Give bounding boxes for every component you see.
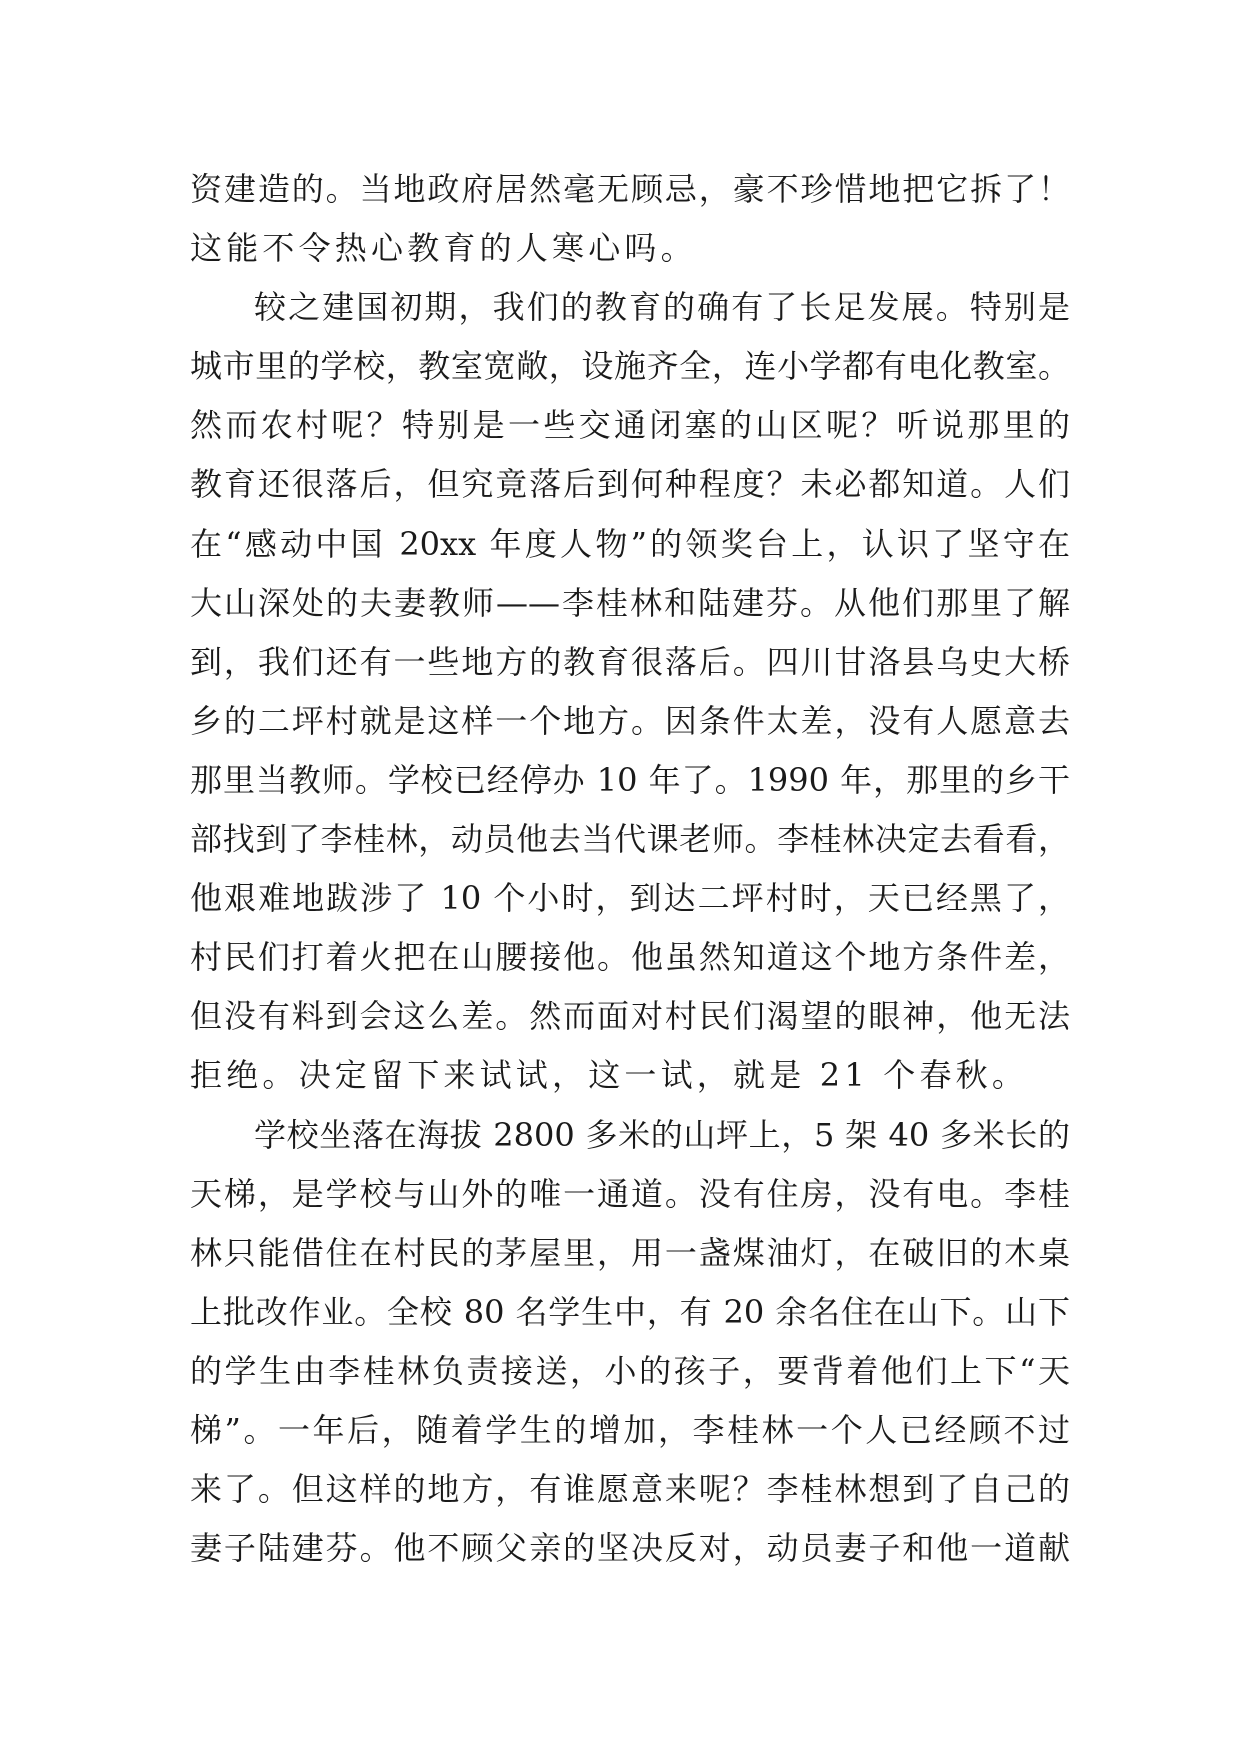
text-line: 上批改作业。全校 80 名学生中，有 20 余名住在山下。山下 — [190, 1292, 1070, 1331]
text-line: 到，我们还有一些地方的教育很落后。四川甘洛县乌史大桥 — [190, 642, 1070, 681]
text-line: 教育还很落后，但究竟落后到何种程度？未必都知道。人们 — [190, 465, 1070, 504]
text-line: 城市里的学校，教室宽敞，设施齐全，连小学都有电化教室。 — [190, 347, 1070, 386]
text-line: 来了。但这样的地方，有谁愿意来呢？李桂林想到了自己的 — [190, 1470, 1070, 1509]
text-line: 他艰难地跋涉了 10 个小时，到达二坪村时，天已经黑了， — [190, 879, 1070, 918]
paragraph-first-line: 学校坐落在海拔 2800 多米的山坪上，5 架 40 多米长的 — [254, 1115, 1070, 1154]
text-line: 妻子陆建芬。他不顾父亲的坚决反对，动员妻子和他一道献 — [190, 1529, 1070, 1568]
text-line: 资建造的。当地政府居然毫无顾忌，豪不珍惜地把它拆了！ — [190, 170, 1070, 208]
text-line: 村民们打着火把在山腰接他。他虽然知道这个地方条件差， — [190, 938, 1070, 977]
text-line: 林只能借住在村民的茅屋里，用一盏煤油灯，在破旧的木桌 — [190, 1233, 1070, 1272]
text-line: 在“感动中国 20xx 年度人物”的领奖台上，认识了坚守在 — [190, 524, 1070, 563]
text-line: 梯”。一年后，随着学生的增加，李桂林一个人已经顾不过 — [190, 1410, 1070, 1449]
text-line: 然而农村呢？特别是一些交通闭塞的山区呢？听说那里的 — [190, 406, 1070, 445]
text-line: 乡的二坪村就是这样一个地方。因条件太差，没有人愿意去 — [190, 701, 1070, 740]
text-line: 的学生由李桂林负责接送，小的孩子，要背着他们上下“天 — [190, 1351, 1070, 1390]
text-line: 部找到了李桂林，动员他去当代课老师。李桂林决定去看看， — [190, 820, 1070, 859]
text-line: 这能不令热心教育的人寒心吗。 — [190, 229, 697, 268]
text-line: 那里当教师。学校已经停办 10 年了。1990 年，那里的乡干 — [190, 760, 1070, 799]
paragraph-first-line: 较之建国初期，我们的教育的确有了长足发展。特别是 — [254, 288, 1070, 327]
text-line: 天梯，是学校与山外的唯一通道。没有住房，没有电。李桂 — [190, 1174, 1070, 1213]
text-line: 大山深处的夫妻教师——李桂林和陆建芬。从他们那里了解 — [190, 583, 1070, 622]
body-text — [190, 160, 1070, 1578]
text-line: 但没有料到会这么差。然而面对村民们渴望的眼神，他无法 — [190, 997, 1070, 1036]
text-line: 拒绝。决定留下来试试，这一试，就是 21 个春秋。 — [190, 1056, 1029, 1095]
